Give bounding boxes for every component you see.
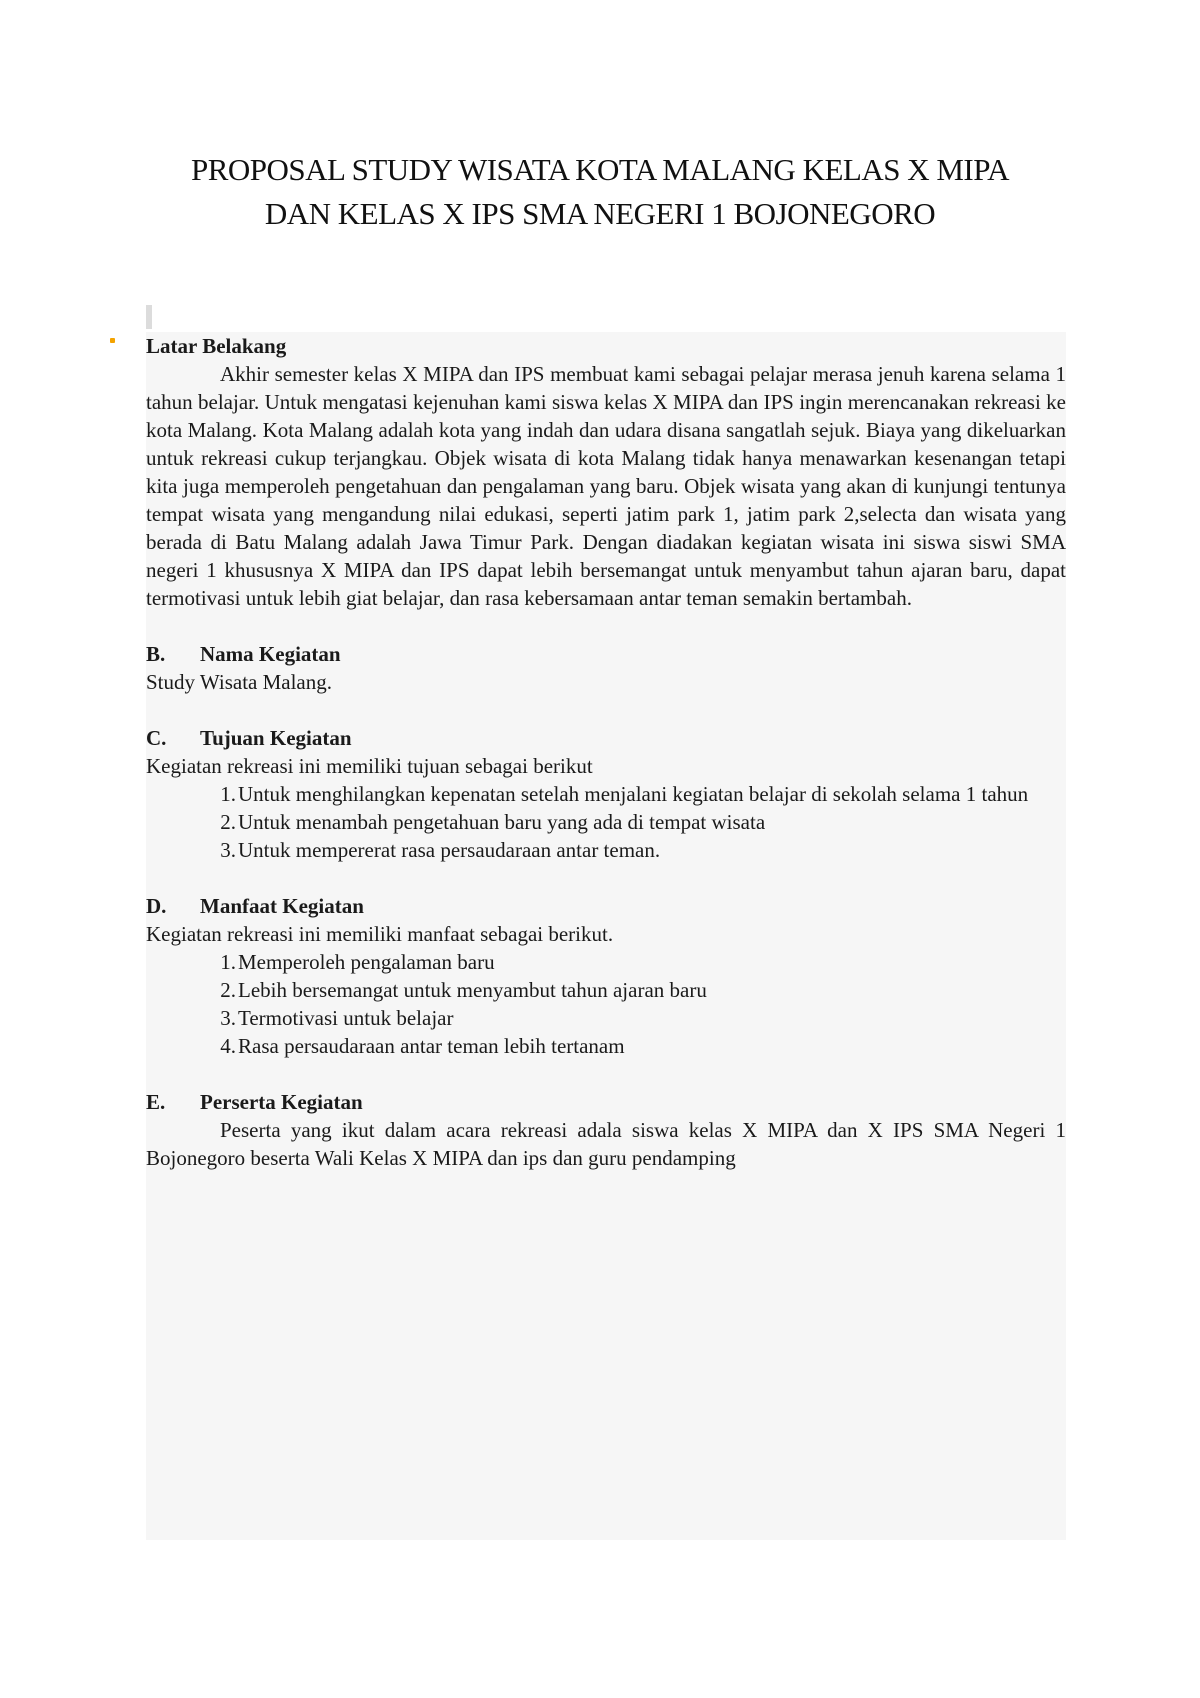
list-item (146, 808, 1066, 836)
section-e-letter: E. (146, 1090, 166, 1114)
list-item (146, 1032, 1066, 1060)
section-d-title: Manfaat Kegiatan (200, 894, 364, 918)
section-a-heading: Latar Belakang (146, 334, 287, 358)
list-text: Termotivasi untuk belajar (238, 1006, 454, 1030)
section-c-letter: C. (146, 726, 167, 750)
document-title (100, 148, 1100, 236)
list-number: 3. (220, 1006, 236, 1030)
list-number: 4. (220, 1034, 236, 1058)
section-e-body: Peserta yang ikut dalam acara rekreasi adala siswa kelas X MIPA dan X IPS SMA Negeri 1 Bojonegoro beserta Wali Kelas X MIPA dan ips dan guru pendamping (146, 1118, 1066, 1170)
list-text: Untuk menambah pengetahuan baru yang ada di tempat wisata (238, 810, 766, 834)
list-text: Lebih bersemangat untuk menyambut tahun ajaran baru (238, 978, 707, 1002)
section-d-list (146, 948, 1066, 1060)
bullet-marker-icon (110, 338, 115, 343)
section-e-title: Perserta Kegiatan (200, 1090, 363, 1114)
section-c-title: Tujuan Kegiatan (200, 726, 352, 750)
section-d-letter: D. (146, 894, 167, 918)
document-body (146, 332, 1066, 1172)
title-line-1: PROPOSAL STUDY WISATA KOTA MALANG KELAS X MIPA (190, 152, 1010, 187)
section-d-heading (146, 892, 1066, 920)
section-b-letter: B. (146, 642, 166, 666)
section-e-heading (146, 1088, 1066, 1116)
section-b-body: Study Wisata Malang. (146, 670, 332, 694)
list-number: 2. (220, 978, 236, 1002)
section-a-body: Akhir semester kelas X MIPA dan IPS membuat kami sebagai pelajar merasa jenuh karena selama 1 tahun belajar. Untuk mengatasi kejenuhan kami siswa kelas X MIPA dan IPS ingin merencanakan rekreasi ke kota Malang. Kota Malang adalah kota yang indah dan udara disana sangatlah sejuk. Biaya yang dikeluarkan untuk rekreasi cukup terjangkau. Objek wisata di kota Malang tidak hanya menawarkan kesenangan tetapi kita juga memperoleh pengetahuan dan pengalaman yang baru. Objek wisata yang akan di kunjungi tentunya tempat wisata yang mengandung nilai edukasi, seperti jatim park 1, jatim park 2,selecta dan wisata yang berada di Batu Malang adalah Jawa Timur Park. Dengan diadakan kegiatan wisata ini siswa siswi SMA negeri 1 khususnya X MIPA dan IPS dapat lebih bersemangat untuk menyambut tahun ajaran baru, dapat termotivasi untuk lebih giat belajar, dan rasa kebersamaan antar teman semakin bertambah. (146, 362, 1066, 610)
section-c-heading (146, 724, 1066, 752)
section-c-intro: Kegiatan rekreasi ini memiliki tujuan sebagai berikut (146, 754, 593, 778)
list-item (146, 948, 1066, 976)
text-cursor-marker (146, 305, 152, 329)
list-text: Memperoleh pengalaman baru (238, 950, 495, 974)
section-c-list (146, 780, 1066, 864)
section-d-intro: Kegiatan rekreasi ini memiliki manfaat sebagai berikut. (146, 922, 614, 946)
section-b-title: Nama Kegiatan (200, 642, 341, 666)
title-line-2: DAN KELAS X IPS SMA NEGERI 1 BOJONEGORO (264, 196, 936, 231)
list-item (146, 836, 1066, 864)
list-text: Untuk menghilangkan kepenatan setelah menjalani kegiatan belajar di sekolah selama 1 tahun (238, 782, 1029, 806)
list-text: Untuk mempererat rasa persaudaraan antar teman. (238, 838, 661, 862)
list-number: 1. (220, 782, 236, 806)
list-item (146, 780, 1066, 808)
list-item (146, 976, 1066, 1004)
list-text: Rasa persaudaraan antar teman lebih tertanam (238, 1034, 625, 1058)
section-b-heading (146, 640, 1066, 668)
list-item (146, 1004, 1066, 1032)
list-number: 2. (220, 810, 236, 834)
list-number: 3. (220, 838, 236, 862)
list-number: 1. (220, 950, 236, 974)
